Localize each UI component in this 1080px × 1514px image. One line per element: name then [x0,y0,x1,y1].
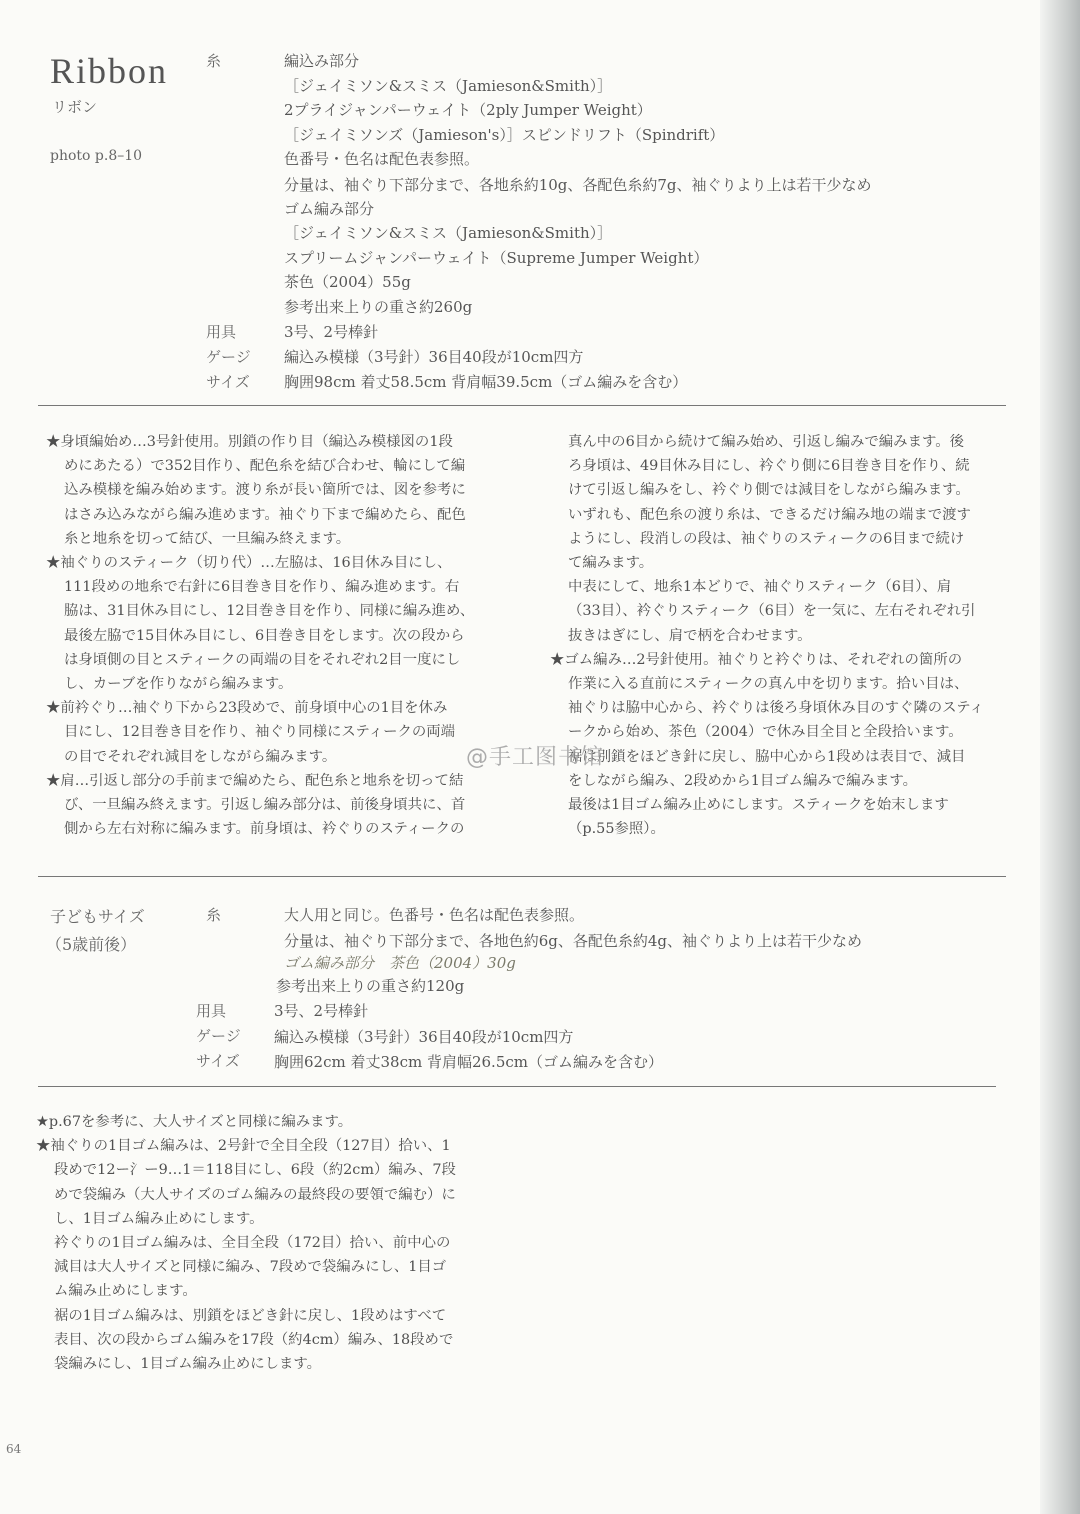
instruction-line: めで袋編み（大人サイズのゴム編みの最終段の要領で編む）に [54,1186,456,1203]
size-label: サイズ [206,373,250,391]
yarn-line: 編込み部分 [284,52,360,70]
child-size-label: サイズ [196,1052,240,1070]
yarn-line: 分量は、袖ぐり下部分まで、各地糸約10g、各配色糸約7g、袖ぐりより上は若干少なめ [284,176,872,194]
instructions-right-column [550,430,1020,841]
instruction-line: をしながら編み、2段めから1目ゴム編みで編みます。 [568,772,918,789]
instruction-line: び、一旦編み終えます。引返し編み部分は、前後身頃共に、首 [64,797,466,814]
instruction-line: 裾は別鎖をほどき針に戻し、脇中心から1段めは表目で、減目 [568,748,966,765]
instruction-line: ★身頃編始め…3号針使用。別鎖の作り目（編込み模様図の1段 [46,434,453,450]
page-edge-shadow [1040,0,1080,1514]
child-tools-value: 3号、2号棒針 [274,1002,369,1020]
instruction-line: 中表にして、地糸1本どりで、袖ぐりスティーク（6目）、肩 [568,579,952,596]
instruction-line: 衿ぐりの1目ゴム編みは、全目全段（172目）拾い、前中心の [54,1235,451,1252]
yarn-line: ［ジェイミソンズ（Jamieson's）］スピンドリフト（Spindrift） [284,126,725,144]
yarn-label: 糸 [206,52,222,70]
pattern-title: Ribbon [50,51,169,91]
instruction-line: 裾の1目ゴム編みは、別鎖をほどき針に戻し、1段めはすべて [54,1307,447,1324]
yarn-line: ［ジェイミソン&スミス（Jamieson&Smith）］ [284,224,613,242]
child-yarn-label: 糸 [206,906,222,924]
pattern-subtitle: リボン [52,98,98,116]
instruction-line: ようにし、段消しの段は、袖ぐりのスティークの6目まで続け [568,530,965,547]
instruction-line: ろ身頃は、49目休み目にし、衿ぐり側に6目巻き目を作り、続 [568,458,970,475]
instruction-line: て編みます。 [568,555,654,572]
instruction-line: 込み模様を編み始めます。渡り糸が長い箇所では、図を参考に [64,482,466,499]
child-tools-label: 用具 [196,1002,227,1020]
instruction-line: 抜きはぎにし、肩で柄を合わせます。 [568,627,812,644]
instruction-line: ★袖ぐりの1目ゴム編みは、2号針で全目全段（127目）拾い、1 [36,1138,451,1155]
size-value: 胸囲98cm 着丈58.5cm 背肩幅39.5cm（ゴム編みを含む） [284,373,688,391]
instruction-line: 側から左右対称に編みます。前身頃は、衿ぐりのスティークの [64,821,465,838]
yarn-line: 参考出来上りの重さ約260g [284,298,473,316]
instruction-line: 袋編みにし、1目ゴム編み止めにします。 [54,1356,322,1373]
gauge-value: 編込み模様（3号針）36目40段が10cm四方 [284,348,584,366]
child-instructions [36,1110,516,1376]
yarn-line: スプリームジャンパーウェイト（Supreme Jumper Weight） [284,249,709,267]
instruction-line: （p.55参照）。 [568,821,665,838]
yarn-line: 色番号・色名は配色表参照。 [284,150,480,168]
watermark: @手工图书馆 [466,745,605,770]
tools-value: 3号、2号棒針 [284,323,379,341]
yarn-line: ［ジェイミソン&スミス（Jamieson&Smith）］ [284,77,613,95]
instruction-line: ★肩…引返し部分の手前まで編めたら、配色糸と地糸を切って結 [46,772,464,789]
instruction-line: 表目、次の段からゴム編みを17段（約4cm）編み、18段めで [54,1331,454,1348]
yarn-line: ゴム編み部分 [284,200,375,218]
yarn-line: 分量は、袖ぐり下部分まで、各地色約6g、各配色糸約4g、袖ぐりより上は若干少なめ [284,932,862,950]
instruction-line: 減目は大人サイズと同様に編み、7段めで袋編みにし、1目ゴ [54,1259,447,1276]
photo-reference: photo p.8–10 [50,148,143,164]
instruction-line: 段めで12ー氵ー9…1＝118目にし、6段（約2cm）編み、7段 [54,1162,456,1179]
instruction-line: 最後左脇で15目休み目にし、6目巻き目をします。次の段から [64,627,465,644]
yarn-line: 大人用と同じ。色番号・色名は配色表参照。 [284,906,585,924]
instruction-line: めにあたる）で352目作り、配色糸を結び合わせ、輪にして編 [64,458,466,475]
instruction-line: ★ゴム編み…2号針使用。袖ぐりと衿ぐりは、それぞれの箇所の [550,651,963,668]
child-size-title: 子どもサイズ [50,907,145,926]
instruction-line: し、1目ゴム編み止めにします。 [54,1210,264,1227]
instructions-left-column [46,430,516,841]
section-divider [38,876,1006,877]
instruction-line: し、カーブを作りながら編みます。 [64,676,293,693]
instruction-line: 脇は、31目休み目にし、12目巻き目を作り、同様に編み進め、 [64,603,475,620]
instruction-line: ム編み止めにします。 [54,1283,197,1300]
instruction-line: 最後は1目ゴム編み止めにします。スティークを始末します [568,797,949,814]
instruction-line: ★p.67を参考に、大人サイズと同様に編みます。 [36,1114,353,1130]
section-divider [38,1086,996,1087]
child-size-subtitle: （5歳前後） [46,935,137,954]
instruction-line: ークから始め、茶色（2004）で休み目全目と全段拾います。 [568,724,963,741]
instruction-line: けて引返し編みをし、衿ぐり側では減目をしながら編みます。 [568,482,970,499]
instruction-line: 目にし、12目巻き目を作り、袖ぐり同様にスティークの両端 [64,724,456,741]
instruction-line: 真ん中の6目から続けて編み始め、引返し編みで編みます。後 [568,434,964,450]
child-gauge-label: ゲージ [196,1027,241,1045]
tools-label: 用具 [206,323,237,341]
instruction-line: 袖ぐりは脇中心から、衿ぐりは後ろ身頃休み目のすぐ隣のスティ [568,700,984,717]
instruction-line: いずれも、配色糸の渡り糸は、できるだけ編み地の端まで渡す [568,506,971,523]
section-divider [38,405,1006,406]
child-size-value: 胸囲62cm 着丈38cm 背肩幅26.5cm（ゴム編みを含む） [274,1053,663,1071]
instruction-line: 糸と地糸を切って結び、一旦編み終えます。 [64,530,351,547]
instruction-line: 111段めの地糸で右針に6目巻き目を作り、編み進めます。右 [64,579,460,596]
instruction-line: の目でそれぞれ減目をしながら編みます。 [64,748,337,765]
yarn-line: 2プライジャンパーウェイト（2ply Jumper Weight） [284,101,652,119]
gauge-label: ゲージ [206,348,251,366]
instruction-line: は身頃側の目とスティークの両端の目をそれぞれ2目一度にし [64,651,461,668]
instruction-line: ★前衿ぐり…袖ぐり下から23段めで、前身頃中心の1目を休み [46,700,448,717]
yarn-line: 茶色（2004）55g [284,273,411,291]
yarn-line: ゴム編み部分 茶色（2004）30g [284,954,516,972]
instruction-line: ★袖ぐりのスティーク（切り代）…左脇は、16目休み目にし、 [46,555,452,572]
instruction-line: （33目）、衿ぐりスティーク（6目）を一気に、左右それぞれ引 [568,603,976,620]
instruction-line: はさみ込みながら編み進めます。袖ぐり下まで編めたら、配色 [64,506,466,523]
yarn-line: 参考出来上りの重さ約120g [276,977,465,995]
instruction-line: 作業に入る直前にスティークの真ん中を切ります。拾い目は、 [568,676,969,693]
page-number: 64 [6,1442,22,1456]
child-gauge-value: 編込み模様（3号針）36目40段が10cm四方 [274,1028,574,1046]
